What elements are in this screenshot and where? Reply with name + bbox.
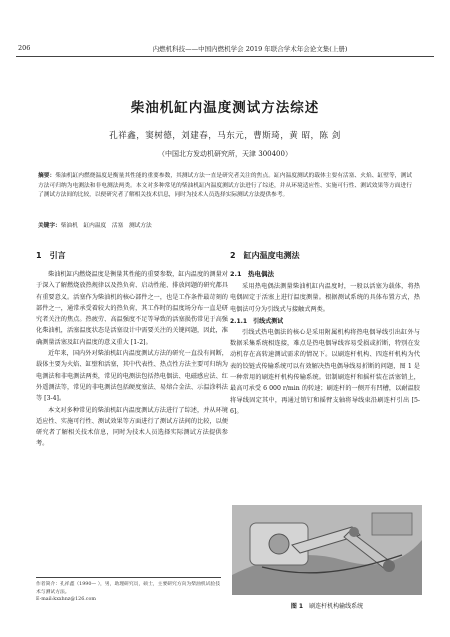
page-number: 206: [18, 44, 31, 52]
subsection-heading-thermocouple: 2.1 热电偶法: [230, 270, 275, 278]
abstract: [38, 172, 412, 201]
subsubsection-heading-lead-type: 2.1.1 引线式测试: [230, 317, 284, 325]
figure-caption: [232, 601, 422, 610]
lead-type-paragraph: 引线式热电偶法的核心是采用附属机构将热电偶导线引出缸外与数据采集系统相连接，难点是热电偶导线容易受损或折断，特别在发动机存在高转速测试需求的情况下。以刷连杆机构、四连杆机构为代表的铰链式传输系统可以有效解决热电偶导线易折断的问题，图 1 是一种常用的刷连杆机构传输系统。铝制刷连杆和摇杆装在活塞销上，最高可承受 6 000 r/min 的转速；刷连杆的一侧开有凹槽，以耐温胶将导线固定其中，再通过销钉和摇臂支轴将导线束沿刷连杆引出 [5-6]。: [230, 328, 420, 415]
keywords-text: 柴油机 缸内温度 活塞 测试方法: [60, 223, 152, 229]
section-heading-intro: 1 引言: [36, 251, 66, 260]
keywords-label: 关键字：: [38, 223, 61, 229]
linkage-mechanism-image: [232, 505, 422, 595]
thermocouple-paragraph: 采用热电偶法测量柴油机缸内温度时，一般以活塞为载体，将热电偶固定于活塞上进行温度测量。根据测试系统的具体布置方式，热电偶法可分为引线式与接触式两类。: [230, 283, 420, 313]
figure-caption-text: 刷连杆机构输线系统: [309, 603, 364, 610]
abstract-text: 柴油机缸内燃烧温度是衡量其性能的重要参数，其测试方法一直是研究者关注的焦点。缸内温度测试的载体主要有活塞、火焰、缸壁等，测试方法可归纳为电测法和非电测法两类。本文对多种常见的柴油机缸内温度测试方法进行了综述，并从环境适应性、实施可行性、测试效果等方面进行了测试方法间的比较，以便研究者了解相关技术信息，同时为技术人员选择实际测试方法提供参考。: [38, 173, 412, 199]
paper-title: 柴油机缸内温度测试方法综述: [130, 100, 320, 116]
author-footnote: [36, 577, 221, 604]
footnote-email: E-mail:kxxhnz@126.com: [36, 597, 96, 602]
keywords: [38, 220, 412, 229]
intro-paragraph-1: 柴油机缸内燃烧温度是衡量其性能的重要参数，缸内温度的测量对于深入了解燃烧放热规律以及热负荷、启动性能、排放问题的研究都具有重要意义。活塞作为柴油机的核心部件之一，也是工作条件最苛刻的部件之一，通常承受着较大的热负荷，其工作时的温度场分布一直是研究者关注的焦点。热疲劳、高温强度不足等导致的活塞损伤常见于高强化柴油机，活塞温度状态是活塞设计中需要关注的关键问题，因此，准确测量活塞及缸内温度的意义重大 [1-2]。: [36, 271, 228, 346]
left-column: [36, 250, 228, 450]
figure-number: 图 1: [290, 603, 304, 610]
running-header: [16, 44, 434, 57]
right-column: [230, 250, 420, 417]
footnote-bio: 作者简介：孔祥鑫（1990— ），男，助理研究员，硕士，主要研究方向为柴油机试验技术与测试方法。: [36, 582, 221, 595]
intro-paragraph-3: 本文对多种常见的柴油机缸内温度测试方法进行了综述，并从环境适应性、实施可行性、测试效果等方面进行了测试方法间的比较，以便研究者了解相关技术信息，同时为技术人员选择实际测试方法提供参考。: [36, 406, 228, 448]
abstract-label: 摘要：: [38, 173, 56, 179]
section-heading-electrical: 2 缸内温度电测法: [230, 251, 300, 260]
figure-linkage-photo: [232, 505, 422, 595]
affiliation: （中国北方发动机研究所，天津 300400）: [158, 150, 292, 158]
author-list: 孔祥鑫，窦树德，刘建春，马东元，曹斯琦，黄 昭，陈 剑: [109, 131, 341, 141]
journal-title: 内燃机科技——中国内燃机学会 2019 年联合学术年会论文集(上册): [152, 45, 348, 53]
intro-paragraph-2: 近年来，国内外对柴油机缸内温度测试方法的研究一直没有间断，载体主要为火焰、缸壁和活塞，其中代表性、热点性方法主要可归纳为电测法和非电测法两类，常见的电测法包括热电偶法、电磁感应法、红外遥测法等，常见的非电测法包括硬度塞法、易熔合金法、示温涂料法等 [3-4]。: [36, 350, 228, 403]
